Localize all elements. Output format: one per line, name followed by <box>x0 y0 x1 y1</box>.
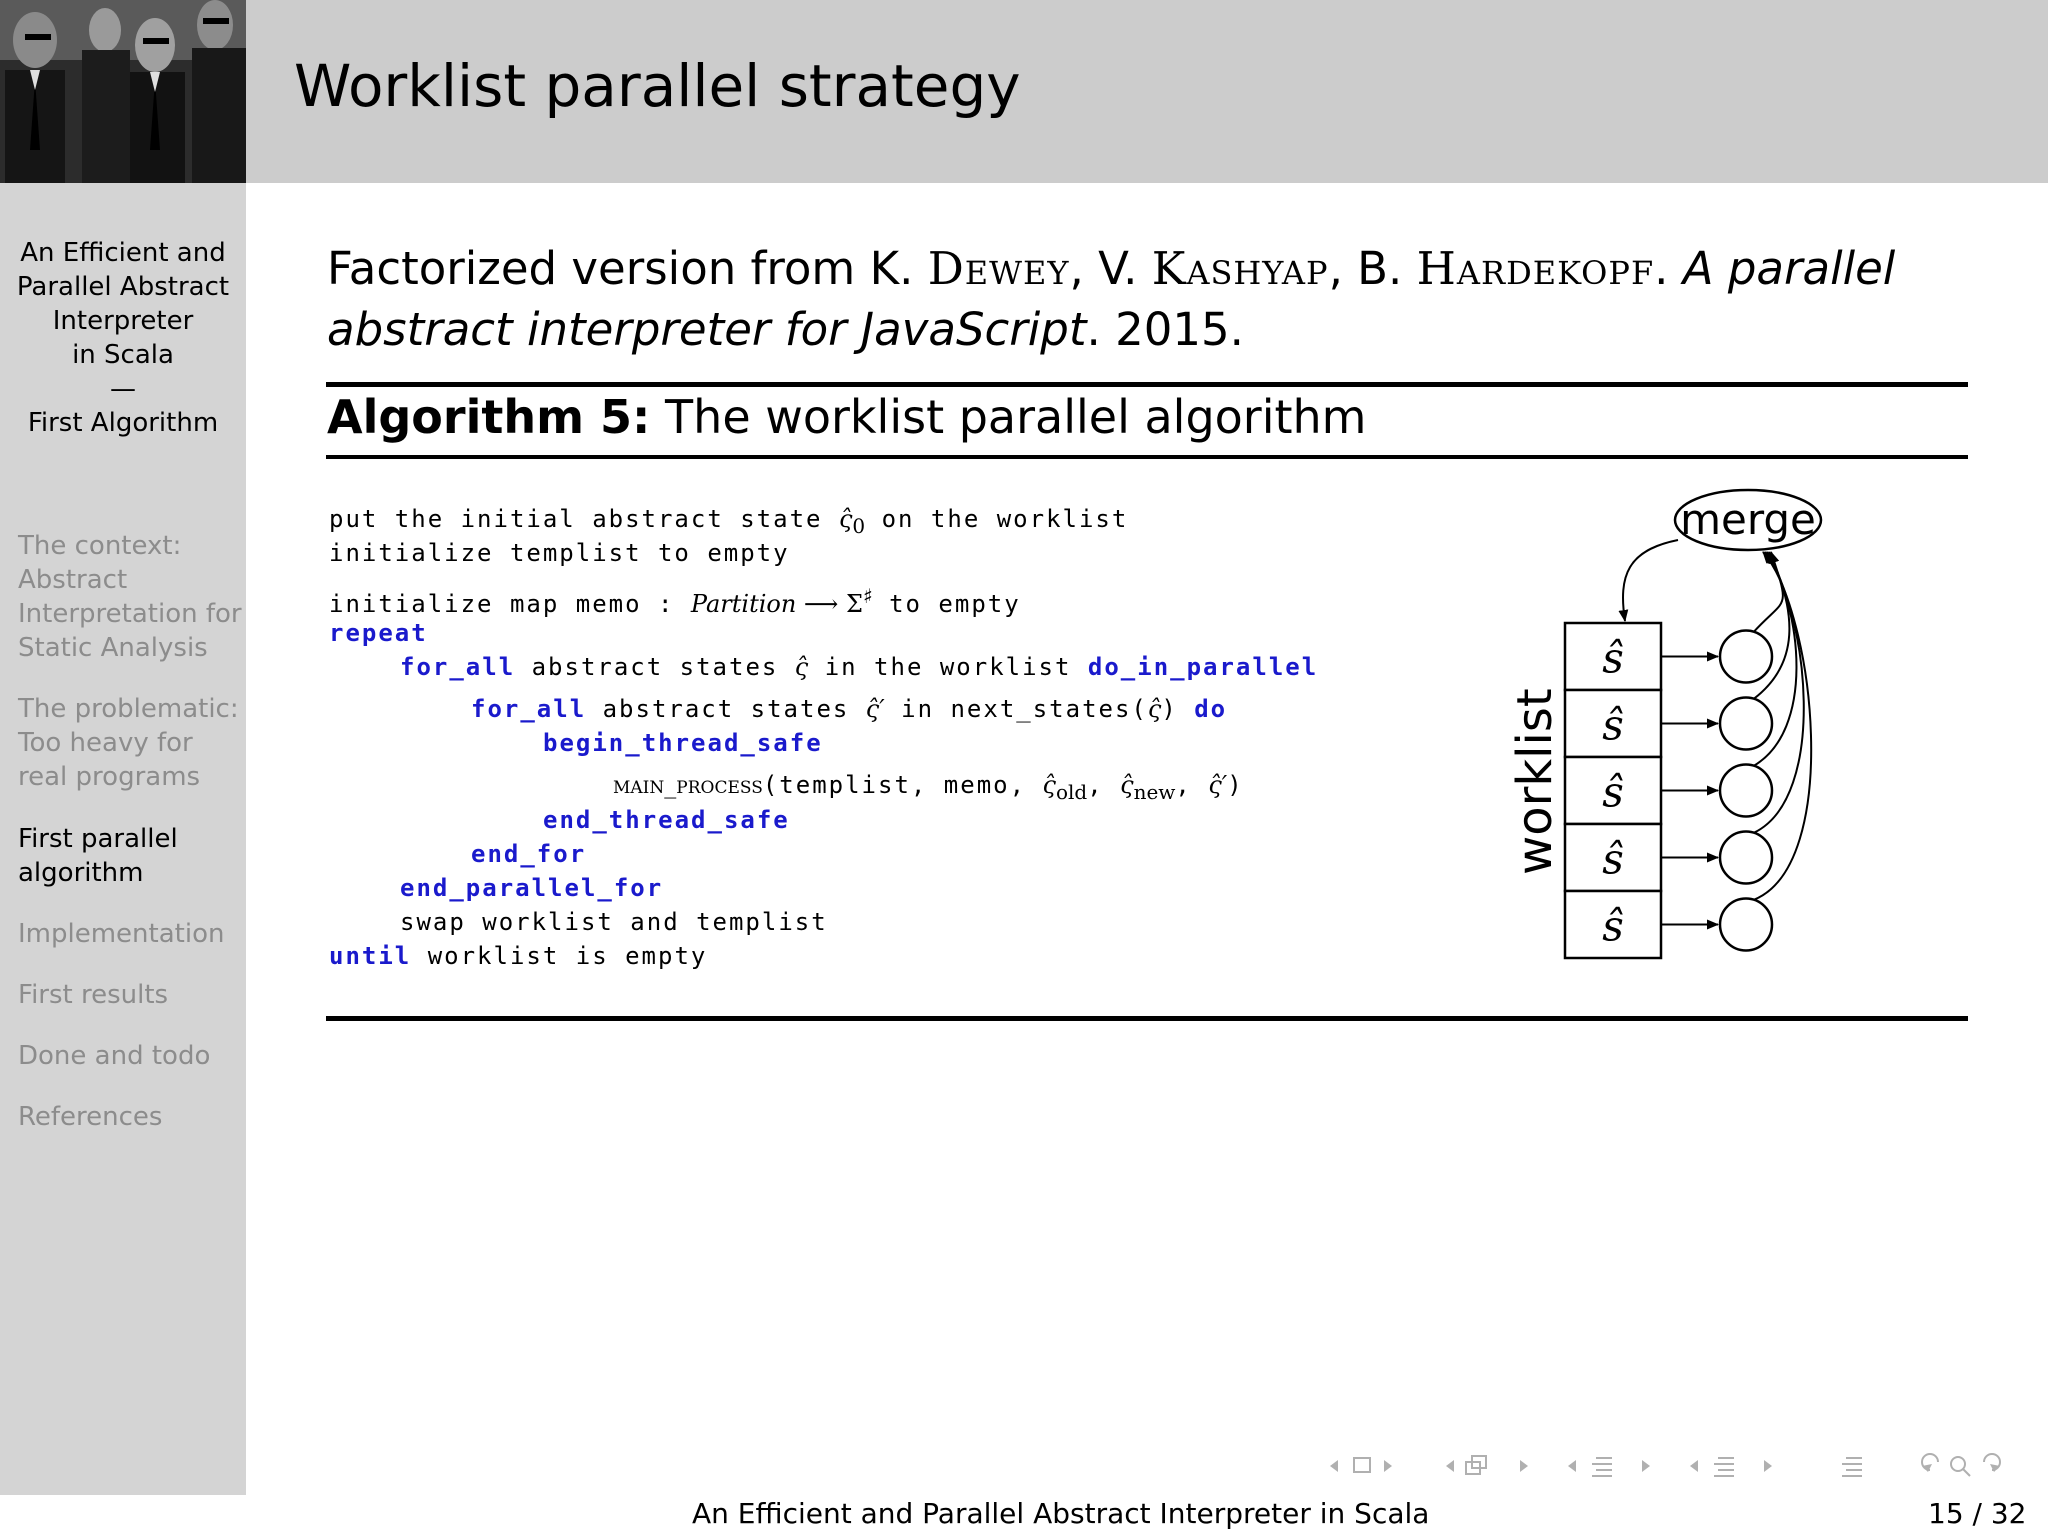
nav-frame-next-icon[interactable] <box>1384 1460 1392 1472</box>
toc-section-references[interactable] <box>18 1100 162 1134</box>
state-symbol: ς̂ <box>1147 695 1162 723</box>
state-symbol: ς̂ <box>1042 771 1056 799</box>
code-text: in the worklist <box>808 653 1088 681</box>
nav-part-icon[interactable] <box>1714 1458 1734 1476</box>
toc-line: First results <box>18 980 169 1010</box>
toc-line: real programs <box>18 762 201 792</box>
intro-separator: , V. <box>1069 242 1152 295</box>
keyword-repeat: repeat <box>329 619 428 647</box>
state-symbol: ŝ <box>1602 901 1624 951</box>
presentation-title-line: Interpreter <box>52 306 194 336</box>
keyword-begin-thread-safe: begin_thread_safe <box>543 729 823 757</box>
nav-document-icon[interactable] <box>1842 1458 1862 1476</box>
sidebar <box>0 0 246 1495</box>
intro-separator: , B. <box>1328 242 1417 295</box>
merge-return-arrow <box>1754 552 1783 632</box>
author-name: Kashyap <box>1151 242 1329 295</box>
code-line-12: swap worklist and templist <box>400 908 828 936</box>
subscript: new <box>1133 779 1176 804</box>
keyword: for_all <box>400 653 516 681</box>
toc-section-done-and-todo[interactable] <box>18 1039 210 1073</box>
code-text: ) <box>1161 695 1195 723</box>
code-text: in next_states( <box>884 695 1148 723</box>
nav-search-icon[interactable] <box>1951 1457 1970 1476</box>
toc-line: Done and todo <box>18 1041 211 1071</box>
worklist-cells <box>1565 552 1811 958</box>
presentation-title-line: — <box>110 374 136 404</box>
code-text: initialize map memo : <box>329 590 691 618</box>
toc-line: Interpretation for <box>18 599 242 629</box>
worklist-label: worklist <box>1507 688 1563 875</box>
nav-forward-icon[interactable] <box>1984 1454 2000 1472</box>
nav-subsection-next-icon[interactable] <box>1520 1460 1528 1472</box>
worker-node <box>1720 631 1772 683</box>
header-photo <box>0 0 246 183</box>
state-symbol: ŝ <box>1602 700 1624 750</box>
presentation-title-line: An Efficient and <box>20 238 226 268</box>
algorithm-bottom-rule <box>326 1016 1968 1021</box>
code-text: to empty <box>872 590 1021 618</box>
code-line-2: initialize templist to empty <box>329 539 790 567</box>
footer-title: An Efficient and Parallel Abstract Interpreter in Scala <box>692 1497 1430 1530</box>
toc-section-first-results[interactable] <box>18 978 168 1012</box>
state-symbol: ς̂ <box>838 505 853 533</box>
nav-subsection-icon[interactable] <box>1466 1456 1486 1474</box>
state-symbol: ς̂′ <box>865 695 885 723</box>
keyword: do_in_parallel <box>1087 653 1319 681</box>
keyword: for_all <box>471 695 587 723</box>
author-name: Hardekopf <box>1416 242 1655 295</box>
toc-section-problematic[interactable] <box>18 692 239 794</box>
nav-frame-icon[interactable] <box>1354 1458 1370 1472</box>
toc-line: References <box>18 1102 163 1132</box>
toc-section-implementation[interactable] <box>18 917 224 951</box>
code-line-8 <box>613 771 1244 804</box>
worker-node <box>1720 698 1772 750</box>
toc-line: First parallel <box>18 824 178 854</box>
keyword-end-thread-safe: end_thread_safe <box>543 806 790 834</box>
presentation-subtitle: First Algorithm <box>27 408 219 438</box>
toc-line: Static Analysis <box>18 633 208 663</box>
math-text: Partition <box>690 590 797 618</box>
toc-section-first-parallel-algorithm[interactable] <box>18 822 178 890</box>
code-text: worklist is empty <box>411 942 708 970</box>
state-symbol: ς̂′ <box>1208 771 1228 799</box>
subscript: old <box>1055 779 1088 804</box>
algorithm-caption-rule <box>326 455 1968 459</box>
worklist-diagram <box>1488 480 1848 970</box>
page-number: 15 / 32 <box>1928 1497 2027 1530</box>
beamer-navigation <box>1310 1448 2030 1484</box>
intro-separator: . <box>1654 242 1683 295</box>
algorithm-title: The worklist parallel algorithm <box>650 390 1367 444</box>
worker-node <box>1720 899 1772 951</box>
code-line-3 <box>329 584 1021 618</box>
code-text: , <box>1087 771 1121 799</box>
merge-arrow <box>1623 540 1678 621</box>
state-symbol: ς̂ <box>1120 771 1134 799</box>
presentation-title-line: Parallel Abstract <box>16 272 230 302</box>
subscript: 0 <box>852 513 866 538</box>
nav-section-icon[interactable] <box>1592 1458 1612 1476</box>
toc-line: Too heavy for <box>18 728 193 758</box>
code-line-6 <box>471 695 1227 723</box>
intro-text <box>327 238 1967 360</box>
toc-line: The context: <box>18 531 182 561</box>
worker-node <box>1720 765 1772 817</box>
state-symbol: ŝ <box>1602 633 1624 683</box>
worker-node <box>1720 832 1772 884</box>
code-text: abstract states <box>515 653 795 681</box>
code-text: , <box>1175 771 1209 799</box>
author-name: Dewey <box>927 242 1070 295</box>
frame-title: Worklist parallel strategy <box>294 52 1021 120</box>
toc-line: algorithm <box>18 858 144 888</box>
keyword-end-for: end_for <box>471 840 587 868</box>
code-text: ) <box>1227 771 1244 799</box>
intro-prefix: Factorized version from K. <box>327 242 928 295</box>
toc-line: The problematic: <box>18 694 239 724</box>
nav-section-next-icon[interactable] <box>1642 1460 1650 1472</box>
paper-title: A parallel abstract interpreter for JavaScript <box>327 242 1896 356</box>
toc-section-context[interactable] <box>18 529 242 665</box>
code-text: on the worklist <box>865 505 1129 533</box>
toc-line: Implementation <box>18 919 225 949</box>
code-text: abstract states <box>586 695 866 723</box>
code-line-5 <box>400 653 1318 681</box>
nav-part-next-icon[interactable] <box>1764 1460 1772 1472</box>
state-symbol: ς̂ <box>794 653 809 681</box>
paper-year: . 2015. <box>1086 303 1244 356</box>
superscript: ♯ <box>862 584 873 608</box>
presentation-title-line: in Scala <box>72 340 174 370</box>
nav-back-icon[interactable] <box>1922 1454 1938 1472</box>
algorithm-top-rule <box>326 382 1968 387</box>
keyword: do <box>1194 695 1228 723</box>
keyword-end-parallel-for: end_parallel_for <box>400 874 664 902</box>
merge-label: merge <box>1680 495 1816 544</box>
math-text: ⟶ Σ <box>796 590 863 618</box>
algorithm-caption <box>327 390 1367 444</box>
state-symbol: ŝ <box>1602 767 1624 817</box>
code-text: put the initial abstract state <box>329 505 839 533</box>
algorithm-label: Algorithm 5: <box>327 390 651 444</box>
procedure-name: main_process <box>613 771 763 799</box>
code-line-13 <box>329 942 707 970</box>
code-text: (templist, memo, <box>762 771 1043 799</box>
nav-part-prev-icon[interactable] <box>1690 1460 1698 1472</box>
nav-section-prev-icon[interactable] <box>1568 1460 1576 1472</box>
code-line-1 <box>329 505 1128 538</box>
toc-line: Abstract <box>18 565 128 595</box>
state-symbol: ŝ <box>1602 834 1624 884</box>
nav-subsection-prev-icon[interactable] <box>1446 1460 1454 1472</box>
nav-frame-prev-icon[interactable] <box>1330 1460 1338 1472</box>
presentation-title <box>0 236 246 440</box>
keyword: until <box>329 942 412 970</box>
